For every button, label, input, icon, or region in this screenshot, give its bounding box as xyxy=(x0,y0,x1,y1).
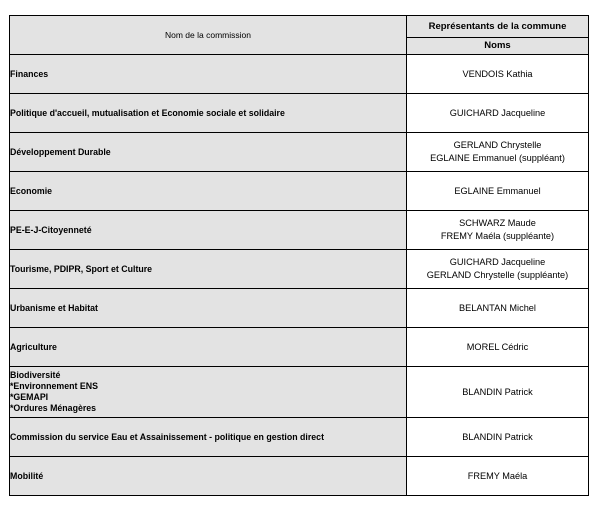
commission-name-cell xyxy=(10,289,407,328)
commissions-table xyxy=(9,15,589,496)
table-row xyxy=(10,328,589,367)
representative-name: MOREL Cédric xyxy=(466,341,529,352)
representatives-cell xyxy=(407,94,589,133)
representative-name: GERLAND Chrystelle (suppléante) xyxy=(426,270,569,280)
representatives-cell xyxy=(407,328,589,367)
representative-name: GUICHARD Jacqueline xyxy=(449,107,546,118)
representatives-cell xyxy=(407,250,589,289)
table-row xyxy=(10,367,589,418)
commission-name-line: Politique d'accueil, mutualisation et Economie sociale et solidaire xyxy=(10,107,285,118)
representatives-cell xyxy=(407,418,589,457)
commission-name-cell xyxy=(10,367,407,418)
commission-name-cell xyxy=(10,328,407,367)
commission-name-line: Commission du service Eau et Assainissement - politique en gestion direct xyxy=(10,431,324,442)
commission-name-line: Biodiversité xyxy=(10,370,61,380)
table-row xyxy=(10,55,589,94)
representative-name: FREMY Maéla (suppléante) xyxy=(440,231,555,241)
table-row xyxy=(10,94,589,133)
representatives-cell xyxy=(407,289,589,328)
commission-name-cell xyxy=(10,94,407,133)
representative-name: SCHWARZ Maude xyxy=(459,218,536,228)
representative-name: EGLAINE Emmanuel (suppléant) xyxy=(430,153,565,163)
commission-name-cell xyxy=(10,250,407,289)
representatives-cell xyxy=(407,457,589,496)
representative-name: BLANDIN Patrick xyxy=(462,386,533,397)
representative-name: VENDOIS Kathia xyxy=(462,68,533,79)
commission-name-cell xyxy=(10,172,407,211)
representative-name: BLANDIN Patrick xyxy=(462,431,533,442)
representatives-cell xyxy=(407,172,589,211)
commission-name-cell xyxy=(10,133,407,172)
commission-name-line: PE-E-J-Citoyenneté xyxy=(10,224,92,235)
commission-rows xyxy=(10,55,589,496)
commission-name-cell xyxy=(10,418,407,457)
commission-name-line: Mobilité xyxy=(10,470,44,481)
commission-name-line: Urbanisme et Habitat xyxy=(10,302,98,313)
representative-name: GERLAND Chrystelle xyxy=(453,140,542,150)
commission-name-line: Tourisme, PDIPR, Sport et Culture xyxy=(10,263,153,274)
table-row xyxy=(10,172,589,211)
representative-name: EGLAINE Emmanuel xyxy=(454,185,541,196)
commission-name-header: Nom de la commission xyxy=(10,16,407,55)
commission-name-line: *GEMAPI xyxy=(10,392,49,402)
commission-name-line: Economie xyxy=(10,185,53,196)
commission-name-line: *Ordures Ménagères xyxy=(10,403,97,413)
names-subheader: Noms xyxy=(407,37,589,54)
representative-name: FREMY Maéla xyxy=(467,470,528,481)
representatives-cell xyxy=(407,133,589,172)
representative-name: GUICHARD Jacqueline xyxy=(449,257,546,267)
commission-name-line: *Environnement ENS xyxy=(10,381,98,391)
table-row xyxy=(10,250,589,289)
commission-name-cell xyxy=(10,211,407,250)
table-row xyxy=(10,457,589,496)
commission-name-line: Agriculture xyxy=(10,341,57,352)
commission-name-line: Finances xyxy=(10,68,49,79)
representative-name: BELANTAN Michel xyxy=(459,302,536,313)
representatives-cell xyxy=(407,211,589,250)
representatives-cell xyxy=(407,55,589,94)
commission-name-cell xyxy=(10,457,407,496)
commission-name-cell xyxy=(10,55,407,94)
commission-name-line: Développement Durable xyxy=(10,146,111,157)
representatives-header: Représentants de la commune xyxy=(407,16,589,38)
table-row xyxy=(10,133,589,172)
table-row xyxy=(10,289,589,328)
table-row xyxy=(10,211,589,250)
table-row xyxy=(10,418,589,457)
representatives-cell xyxy=(407,367,589,418)
